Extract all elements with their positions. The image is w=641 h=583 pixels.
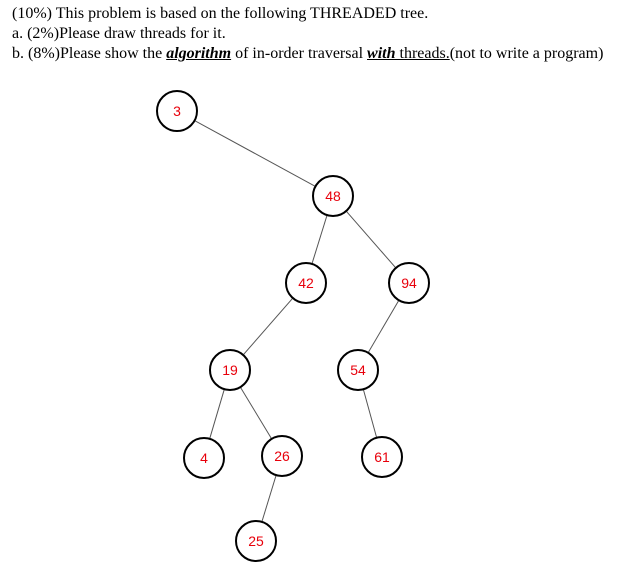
edge-n42-n19 (243, 298, 293, 355)
edge-n48-n42 (312, 215, 327, 264)
tree-node-48 (313, 176, 353, 216)
node-label: 48 (325, 188, 341, 204)
edge-n19-n4 (210, 389, 225, 439)
tree-node-25 (236, 521, 276, 561)
edge-n19-n26 (240, 387, 271, 439)
part-b-with-word: with (367, 45, 396, 62)
question-title: (10%) This problem is based on the following THREADED tree. (12, 5, 429, 22)
part-b-mid: of in-order traversal (231, 45, 368, 62)
edge-n94-n54 (368, 300, 399, 352)
node-label: 19 (222, 362, 238, 378)
edge-n26-n25 (262, 475, 276, 522)
part-b-algorithm-word: algorithm (166, 45, 232, 62)
tree-node-61 (362, 437, 402, 477)
tree-node-3 (157, 91, 197, 131)
node-label: 94 (401, 275, 417, 291)
edge-n54-n61 (363, 389, 376, 437)
part-b-suffix: (not to write a program) (449, 45, 604, 62)
tree-node-94 (389, 263, 429, 303)
tree-node-54 (338, 350, 378, 390)
tree-node-26 (262, 436, 302, 476)
part-b-prefix: b. (8%)Please show the (12, 45, 167, 62)
edge-n48-n94 (346, 211, 396, 268)
tree-node-4 (184, 438, 224, 478)
node-label: 26 (274, 448, 290, 464)
question-part-a: a. (2%)Please draw threads for it. (12, 25, 226, 42)
node-label: 61 (374, 449, 390, 465)
node-label: 54 (350, 362, 366, 378)
node-label: 25 (248, 533, 264, 549)
tree-node-42 (286, 263, 326, 303)
edge-n3-n48 (195, 121, 316, 187)
tree-node-19 (210, 350, 250, 390)
part-b-threads-word: threads. (395, 45, 450, 62)
node-label: 42 (298, 275, 314, 291)
node-label: 4 (200, 450, 208, 466)
node-label: 3 (173, 103, 181, 119)
